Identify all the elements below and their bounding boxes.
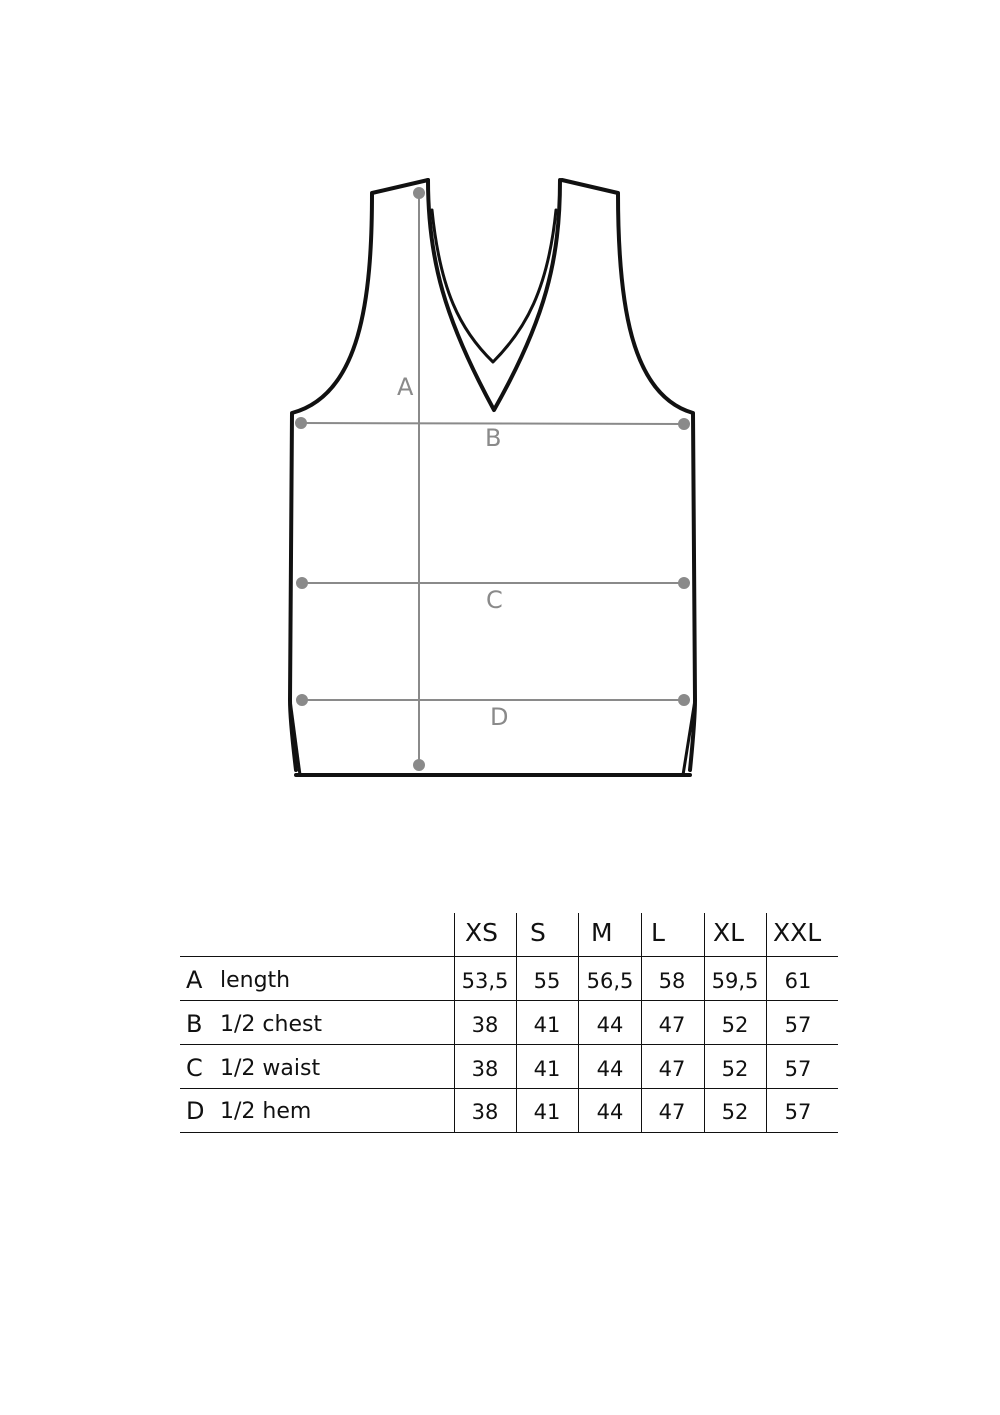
table-cell: 57	[784, 1013, 812, 1037]
table-rule	[180, 1132, 838, 1133]
row-letter: A	[186, 966, 203, 994]
size-header-m: M	[591, 918, 613, 947]
table-rule	[180, 1088, 838, 1089]
table-cell: 56,5	[586, 969, 634, 993]
table-cell: 41	[533, 1013, 561, 1037]
table-cell: 47	[658, 1013, 686, 1037]
size-header-xl: XL	[713, 918, 745, 947]
row-letter: D	[186, 1097, 205, 1125]
table-cell: 57	[784, 1057, 812, 1081]
table-cell: 57	[784, 1100, 812, 1124]
size-header-l: L	[651, 918, 665, 947]
size-header-s: S	[530, 918, 546, 947]
table-cell: 41	[533, 1057, 561, 1081]
table-cell: 44	[596, 1100, 624, 1124]
row-measurement: 1/2 chest	[220, 1012, 323, 1037]
size-header-xs: XS	[465, 918, 498, 947]
table-cell: 52	[721, 1013, 749, 1037]
table-cell: 61	[784, 969, 812, 993]
table-cell: 41	[533, 1100, 561, 1124]
table-cell: 44	[596, 1013, 624, 1037]
table-cell: 52	[721, 1100, 749, 1124]
table-rule	[180, 1000, 838, 1001]
table-rule	[180, 1044, 838, 1045]
table-cell: 44	[596, 1057, 624, 1081]
table-cell: 53,5	[461, 969, 509, 993]
table-cell: 47	[658, 1100, 686, 1124]
row-letter: B	[186, 1010, 203, 1038]
row-measurement: 1/2 waist	[220, 1056, 321, 1081]
table-cell: 52	[721, 1057, 749, 1081]
table-cell: 47	[658, 1057, 686, 1081]
row-measurement: length	[220, 968, 291, 993]
table-rule	[180, 956, 838, 957]
row-letter: C	[186, 1054, 203, 1082]
measure-label-c: C	[486, 586, 503, 614]
table-cell: 58	[658, 969, 686, 993]
table-cell: 38	[471, 1057, 499, 1081]
table-cell: 55	[533, 969, 561, 993]
size-header-xxl: XXL	[773, 918, 822, 947]
measure-label-a: A	[397, 373, 414, 401]
table-cell: 59,5	[711, 969, 759, 993]
table-cell: 38	[471, 1013, 499, 1037]
measure-label-b: B	[485, 424, 502, 452]
measure-label-d: D	[490, 703, 509, 731]
table-cell: 38	[471, 1100, 499, 1124]
row-measurement: 1/2 hem	[220, 1099, 312, 1124]
